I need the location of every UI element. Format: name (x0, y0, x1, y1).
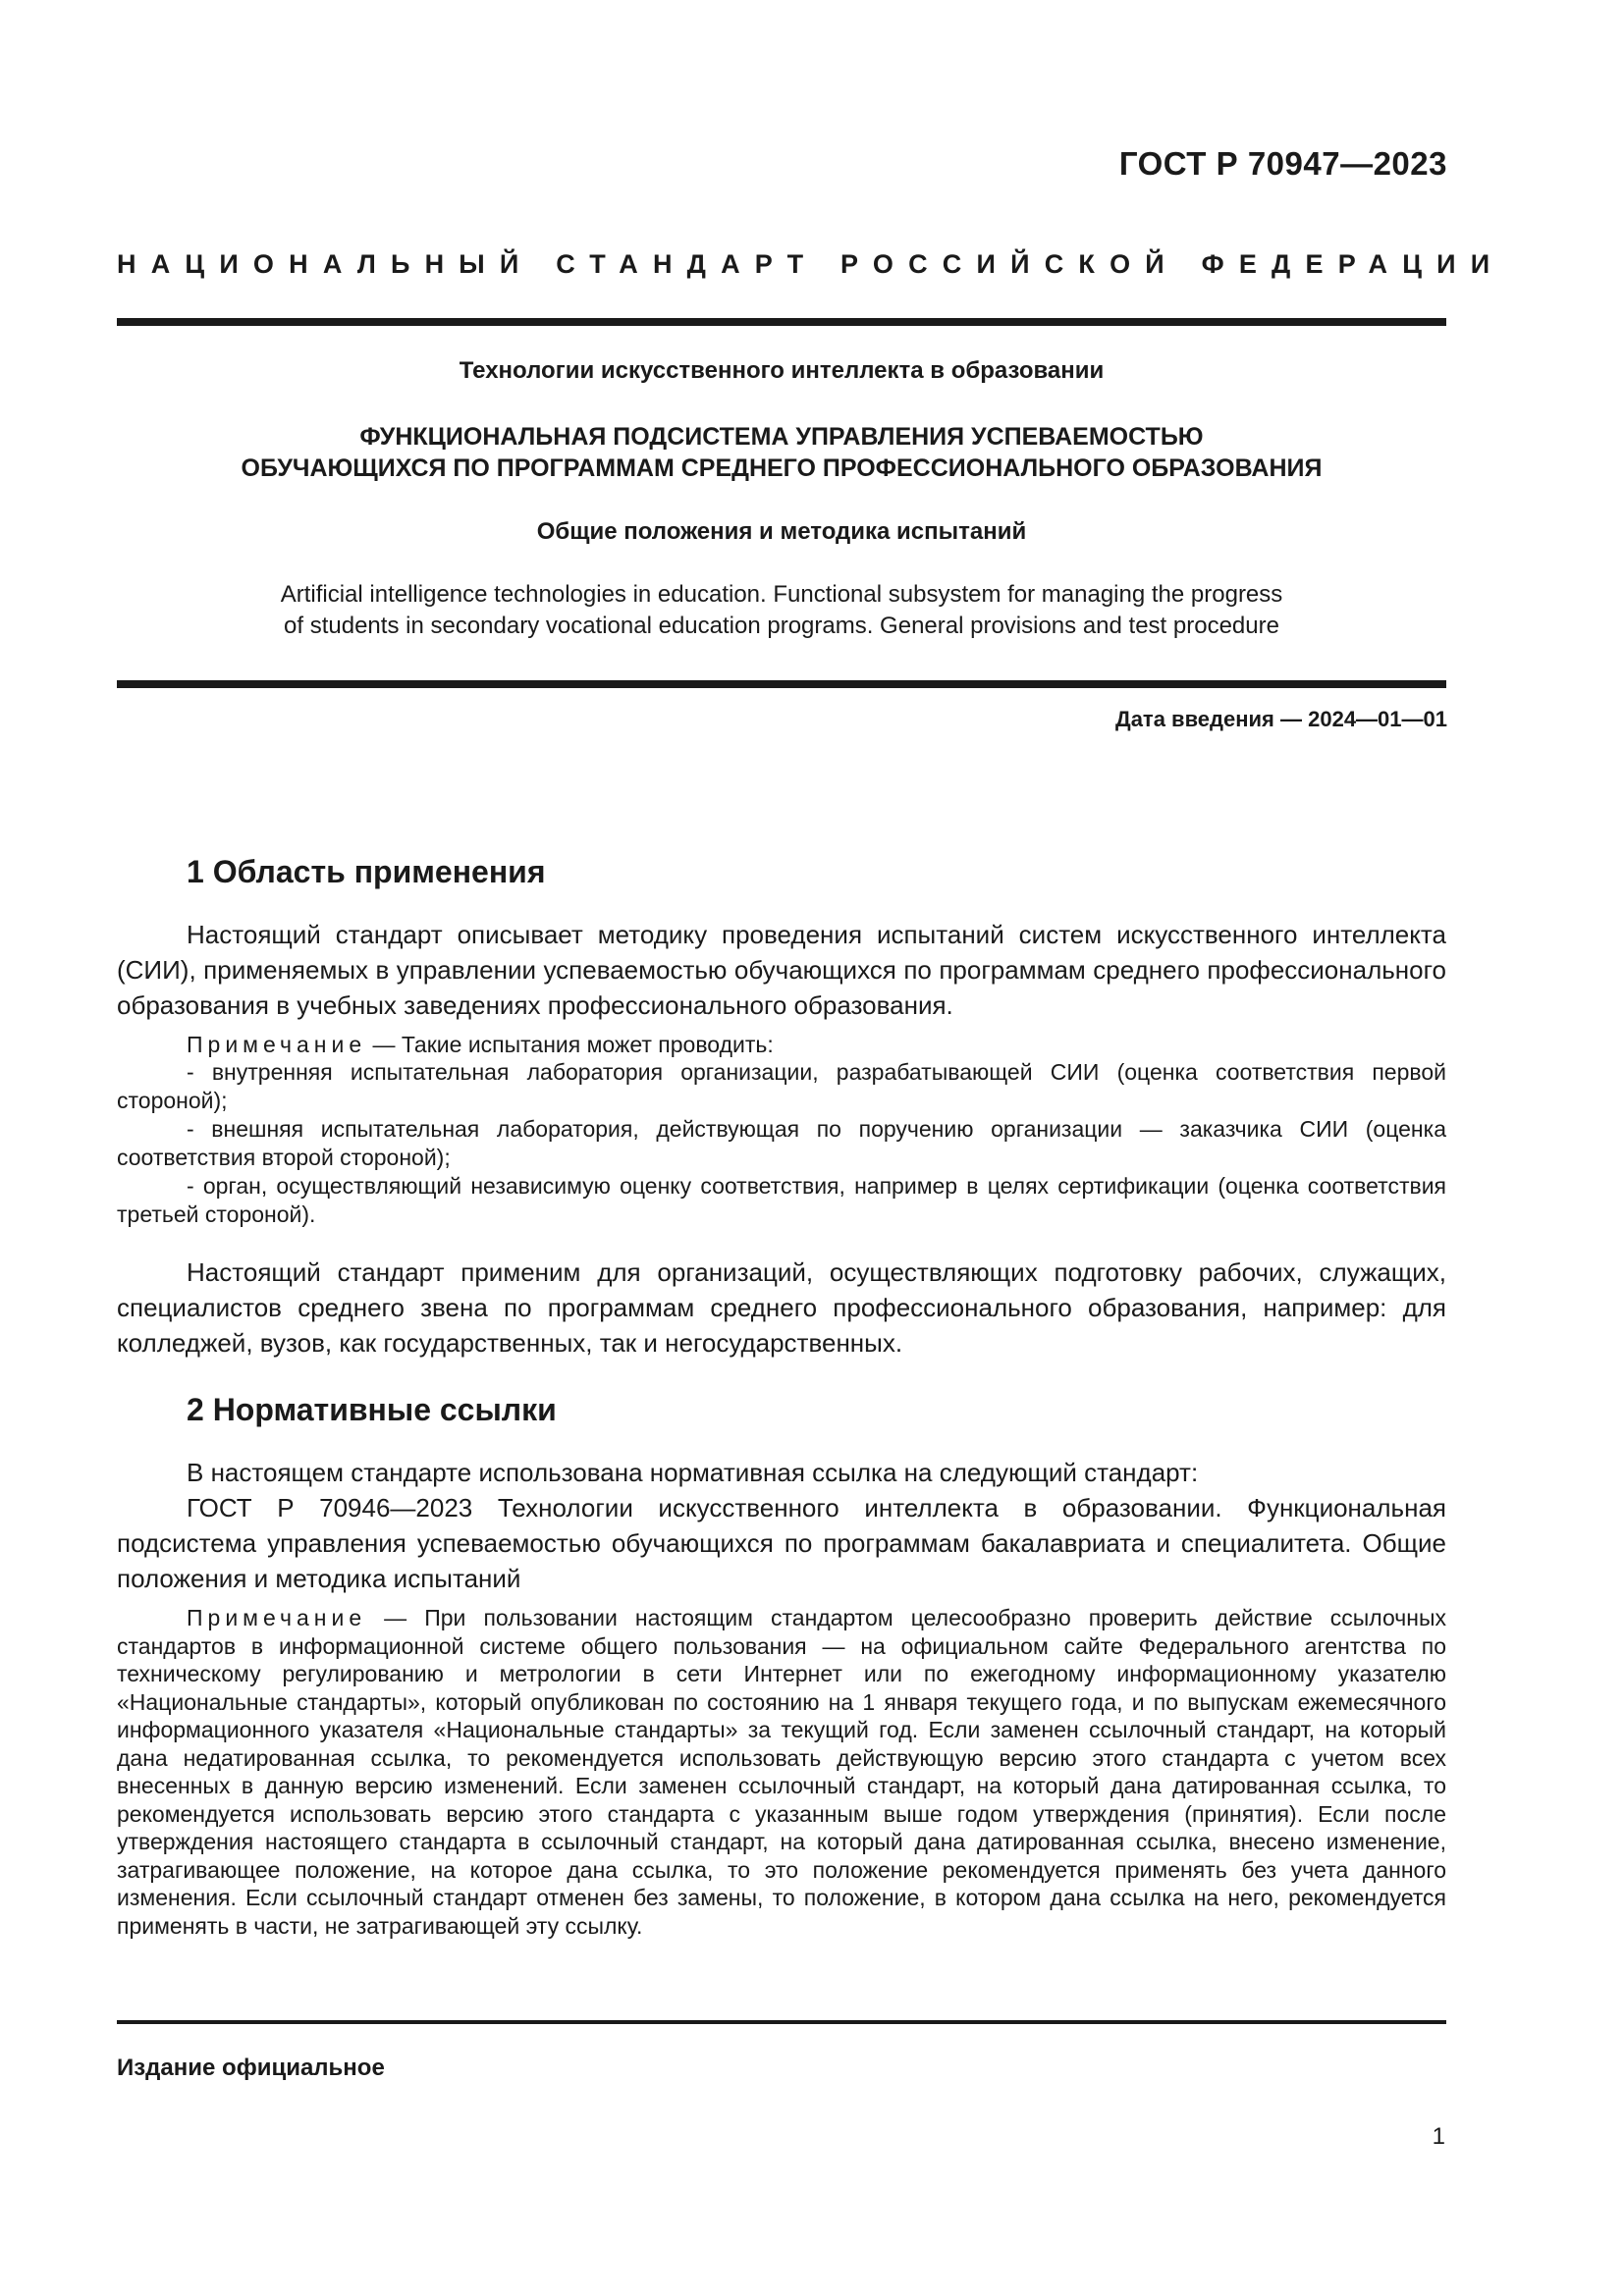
note-label: Примечание (187, 1605, 367, 1630)
title-category: Технологии искусственного интеллекта в образовании (459, 357, 1105, 384)
title-main-line: ОБУЧАЮЩИХСЯ ПО ПРОГРАММАМ СРЕДНЕГО ПРОФЕССИОНАЛЬНОГО ОБРАЗОВАНИЯ (241, 454, 1323, 482)
section2-paragraph: В настоящем стандарте использована нормативная ссылка на следующий стандарт: (187, 1458, 1199, 1487)
section-heading-normative-references: 2 Нормативные ссылки (187, 1392, 557, 1427)
note-list-item: - внешняя испытательная лаборатория, действующая по поручению организации — заказчика СИИ (оценка соответствия второй стороной); (117, 1116, 1446, 1170)
note-text: — При пользовании настоящим стандартом целесообразно проверить действие ссылочных стандартов в информационной системе общего пользования — на официальном сайте Федерального агентства по техническому регулированию и метрологии в сети Интернет или по ежегодному информационному указателю «Национальные стандарты», который опубликован по состоянию на 1 января текущего года, и по выпускам ежемесячного информационного указателя «Национальные стандарты» за текущий год. Если заменен ссылочный стандарт, на который дана недатированная ссылка, то рекомендуется использовать действующую версию этого стандарта с учетом всех внесенных в данную версию изменений. Если заменен ссылочный стандарт, на который дана датированная ссылка, то рекомендуется использовать версию этого стандарта с указанным выше годом утверждения (принятия). Если после утверждения настоящего стандарта в ссылочный стандарт, на который дана датированная ссылка, внесено изменение, затрагивающее положение, на которое дана ссылка, то это положение рекомендуется применять без учета данного изменения. Если ссылочный стандарт отменен без замены, то положение, в котором дана ссылка на него, рекомендуется применять в части, не затрагивающей эту ссылку. (117, 1605, 1446, 1939)
section1-paragraph: Настоящий стандарт применим для организаций, осуществляющих подготовку рабочих, служащих, специалистов среднего звена по программам среднего профессионального образования, например: для колледжей, вузов, как государственных, так и негосударственных. (117, 1257, 1446, 1358)
note-intro: — Такие испытания может проводить: (366, 1032, 774, 1057)
title-english-line: Artificial intelligence technologies in education. Functional subsystem for managing the progress (280, 581, 1283, 608)
title-main (117, 421, 1446, 484)
section2-note (117, 1604, 1446, 1940)
footer-rule (117, 2020, 1446, 2024)
header-rule (117, 318, 1446, 326)
section-heading-scope: 1 Область применения (187, 854, 546, 889)
note-list-item: - внутренняя испытательная лаборатория организации, разрабатывающей СИИ (оценка соответствия первой стороной); (117, 1059, 1446, 1113)
page-number: 1 (1432, 2123, 1445, 2150)
title-main-line: ФУНКЦИОНАЛЬНАЯ ПОДСИСТЕМА УПРАВЛЕНИЯ УСПЕВАЕМОСТЬЮ (359, 423, 1204, 451)
title-rule (117, 680, 1446, 688)
title-english (117, 579, 1446, 642)
section1-paragraph: Настоящий стандарт описывает методику проведения испытаний систем искусственного интеллекта (СИИ), применяемых в управлении успеваемостью обучающихся по программам среднего профессионального образования в учебных заведениях профессионального образования. (117, 920, 1446, 1020)
section1-note (117, 1031, 1446, 1059)
document-number: ГОСТ Р 70947—2023 (1118, 145, 1447, 182)
note-label: Примечание (187, 1032, 367, 1057)
introduction-date: Дата введения — 2024—01—01 (1115, 707, 1447, 731)
referenced-standard: ГОСТ Р 70946—2023 Технологии искусственного интеллекта в образовании. Функциональная подсистема управления успеваемостью обучающихся по программам бакалавриата и специалитета. Общие положения и методика испытаний (117, 1493, 1446, 1593)
title-subtitle: Общие положения и методика испытаний (536, 518, 1027, 545)
note-list-item: - орган, осуществляющий независимую оценку соответствия, например в целях сертификации (оценка соответствия третьей стороной). (117, 1173, 1446, 1227)
title-english-line: of students in secondary vocational education programs. General provisions and test procedure (284, 613, 1279, 639)
national-standard-header: НАЦИОНАЛЬНЫЙ СТАНДАРТ РОССИЙСКОЙ ФЕДЕРАЦИИ (117, 249, 1505, 279)
official-edition-label: Издание официальное (117, 2055, 385, 2081)
